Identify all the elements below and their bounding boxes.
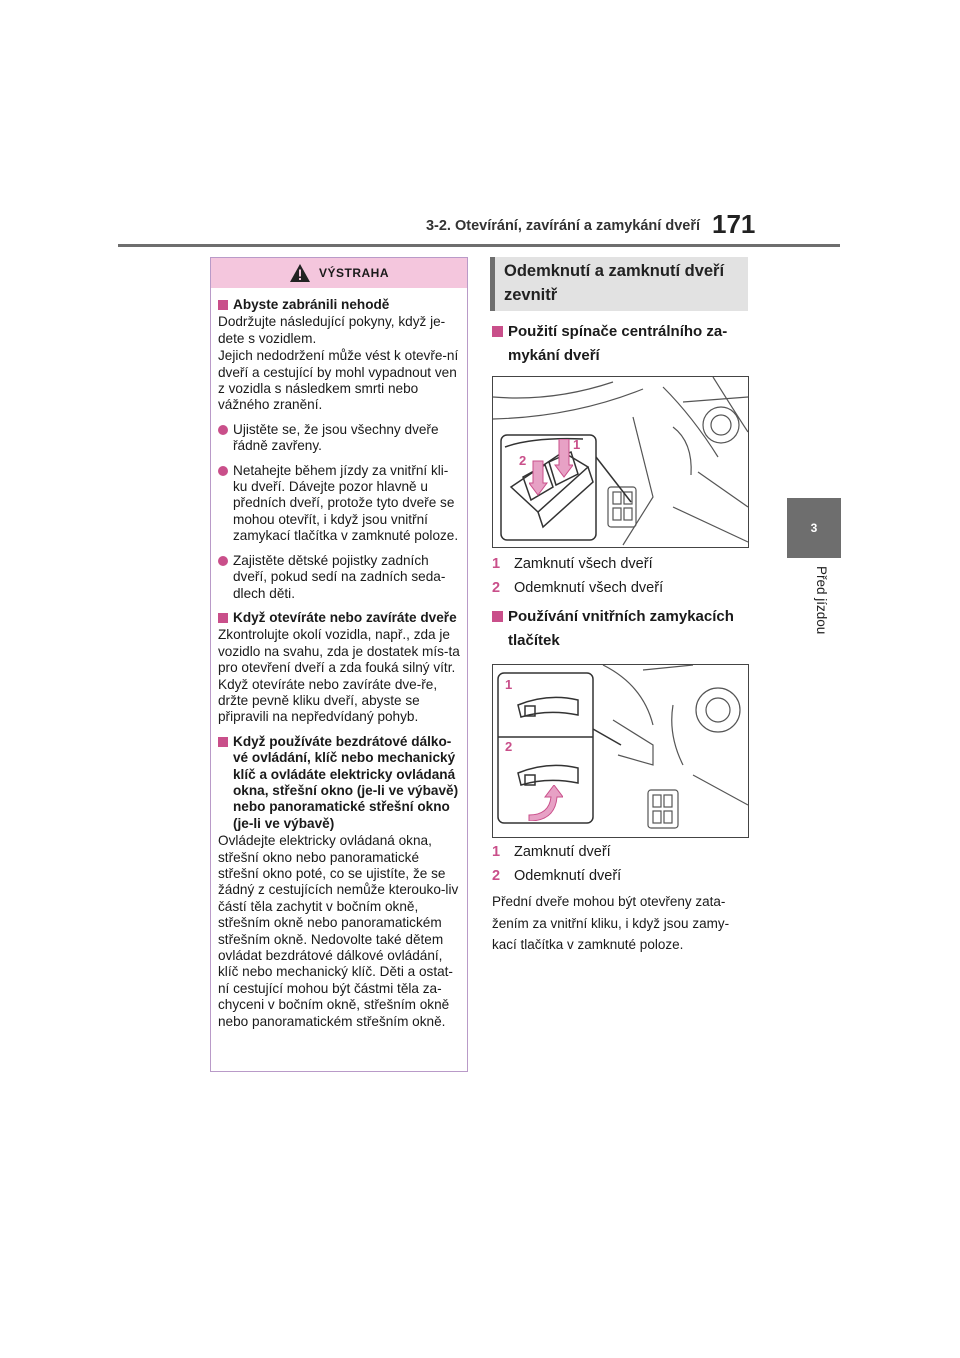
warning-heading: Když používáte bezdrátové dálko-vé ovládání, klíč nebo mechanický klíč a ovládáte elektricky ovládaná okna, střešní okno (je-li ve výbavě) nebo panoramatické střešní okno (je-li ve výbavě) bbox=[218, 734, 460, 832]
legend-item: 2 Odemknutí všech dveří bbox=[492, 580, 664, 596]
header-rule bbox=[118, 244, 840, 247]
chapter-label: Před jízdou bbox=[814, 566, 829, 635]
warning-paragraph: Ovládejte elektricky ovládaná okna, střešní okno nebo panoramatické střešní okno poté, co se ujistíte, že se žádný z cestujících nemůže kterouko-liv částí těla zachytit v bočním okně, střešním okně nebo panoramatickém střešním okně. Nedovolte také dětem ovládat bezdrátové dálkové ovládání, klíč nebo mechanický klíč. Děti a ostat-ní cestující mohou být částmi těla za-chyceni v bočním okně, střešním okně nebo panoramatickém střešním okně. bbox=[218, 833, 459, 1029]
callout-label: 2 bbox=[505, 739, 513, 754]
central-lock-switch-illustration bbox=[492, 376, 749, 548]
section-title: 3-2. Otevírání, zavírání a zamykání dveří bbox=[425, 218, 700, 234]
section-heading: Odemknutí a zamknutí dveří zevnitř bbox=[490, 257, 748, 311]
warning-bullet: Netahejte během jízdy za vnitřní kli-ku dveří. Dávejte pozor hlavně u předních dveří, protože tyto dveře se mohou otevřít, i když jsou vnitřní zamykací tlačítka v zamknuté poloze. bbox=[218, 463, 460, 545]
legend-item: 1 Zamknutí dveří bbox=[492, 844, 611, 860]
round-bullet-icon bbox=[218, 425, 228, 435]
round-bullet-icon bbox=[218, 466, 228, 476]
warning-bullet: Zajistěte dětské pojistky zadních dveří, pokud sedí na zadních seda-dlech děti. bbox=[218, 553, 460, 602]
arrow-icon bbox=[529, 439, 573, 497]
legend-item: 1 Zamknutí všech dveří bbox=[492, 556, 653, 572]
warning-header bbox=[211, 258, 467, 288]
warning-paragraph: Jejich nedodržení může vést k otevře-ní dveří a cestující by mohl vypadnout ven z vozidla s následkem smrti nebo vážného zranění. bbox=[218, 348, 459, 413]
curved-arrow-icon bbox=[523, 785, 563, 821]
subsection-heading: Použití spínače centrálního za-mykání dveří bbox=[492, 320, 750, 368]
warning-body bbox=[211, 288, 467, 1030]
warning-heading: Když otevíráte nebo zavíráte dveře bbox=[218, 610, 460, 626]
warning-paragraph: Dodržujte následující pokyny, když je-dete s vozidlem. bbox=[218, 314, 446, 346]
subsection-heading: Používání vnitřních zamykacích tlačítek bbox=[492, 605, 750, 653]
square-bullet-icon bbox=[492, 326, 503, 337]
callout-label: 1 bbox=[505, 677, 513, 692]
square-bullet-icon bbox=[218, 737, 228, 747]
chapter-tab: 3 bbox=[787, 498, 841, 558]
warning-title: VÝSTRAHA bbox=[318, 266, 389, 280]
warning-bullet: Ujistěte se, že jsou všechny dveře řádně zavřeny. bbox=[218, 422, 460, 455]
page-number: 171 bbox=[712, 209, 756, 239]
callout-label: 2 bbox=[519, 453, 527, 468]
note-paragraph: Přední dveře mohou být otevřeny zata-žením za vnitřní kliku, i když jsou zamy-kací tlačítka v zamknuté poloze. bbox=[492, 894, 730, 952]
warning-heading: Abyste zabránili nehodě bbox=[218, 297, 460, 313]
inside-lock-button-illustration bbox=[492, 664, 749, 838]
round-bullet-icon bbox=[218, 556, 228, 566]
warning-box bbox=[210, 257, 468, 1072]
warning-triangle-icon bbox=[289, 263, 311, 283]
callout-label: 1 bbox=[573, 437, 581, 452]
warning-paragraph: Zkontrolujte okolí vozidla, např., zda je vozidlo na svahu, zda je dostatek mís-ta pro otevření dveří a zda fouká silný vítr. Když otevíráte nebo zavíráte dve-ře, držte pevně kliku dveří, abyste se připravili na nepředvídaný pohyb. bbox=[218, 627, 460, 725]
legend-item: 2 Odemknutí dveří bbox=[492, 868, 622, 884]
square-bullet-icon bbox=[492, 611, 503, 622]
square-bullet-icon bbox=[218, 300, 228, 310]
square-bullet-icon bbox=[218, 613, 228, 623]
